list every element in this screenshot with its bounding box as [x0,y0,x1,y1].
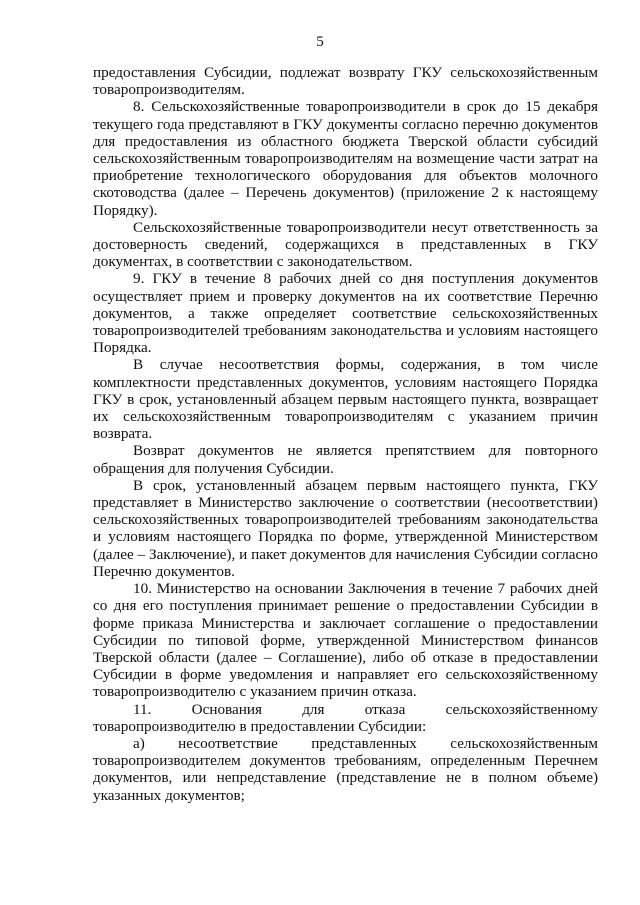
paragraph: 8. Сельскохозяйственные товаропроизводители в срок до 15 декабря текущего года представляют в ГКУ документы согласно перечню документов для предоставления из областного бюджета Тверской области субсидий сельскохозяйственным товаропроизводителям на возмещение части затрат на приобретение технологического оборудования для объектов молочного скотоводства (далее – Перечень документов) (приложение 2 к настоящему Порядку). [93,98,598,219]
paragraph: 11. Основания для отказа сельскохозяйственному товаропроизводителю в предоставлении Субсидии: [93,700,598,735]
paragraph: Возврат документов не является препятствием для повторного обращения для получения Субсидии. [93,442,598,477]
paragraph: 9. ГКУ в течение 8 рабочих дней со дня поступления документов осуществляет прием и проверку документов на их соответствие Перечню документов, а также определяет соответствие сельскохозяйственных товаропроизводителей требованиям законодательства и условиям настоящего Порядка. [93,270,598,357]
paragraph: а) несоответствие представленных сельскохозяйственным товаропроизводителем документов требованиям, определенным Перечнем документов, или непредставление (представление не в полном объеме) указанных документов; [93,734,598,804]
body-text [93,64,598,804]
paragraph: Сельскохозяйственные товаропроизводители несут ответственность за достоверность сведений, содержащихся в представленных в ГКУ документах, в соответствии с законодательством. [93,218,598,271]
paragraph: В срок, установленный абзацем первым настоящего пункта, ГКУ представляет в Министерство заключение о соответствии (несоответствии) сельскохозяйственных товаропроизводителей требованиям законодательства и условиям настоящего Порядка по форме, утвержденной Министерством (далее – Заключение), и пакет документов для начисления Субсидии согласно Перечню документов. [93,476,598,580]
page-number: 5 [316,34,324,50]
paragraph: предоставления Субсидии, подлежат возврату ГКУ сельскохозяйственным товаропроизводителям. [93,64,598,99]
paragraph: 10. Министерство на основании Заключения в течение 7 рабочих дней со дня его поступления принимает решение о предоставлении Субсидии в форме приказа Министерства и заключает соглашение о предоставлении Субсидии по типовой форме, утвержденной Министерством финансов Тверской области (далее – Соглашение), либо об отказе в предоставлении Субсидии в форме уведомления и направляет его сельскохозяйственному товаропроизводителю с указанием причин отказа. [93,580,598,701]
paragraph: В случае несоответствия формы, содержания, в том числе комплектности представленных документов, условиям настоящего Порядка ГКУ в срок, установленный абзацем первым настоящего пункта, возвращает их сельскохозяйственным товаропроизводителям с указанием причин возврата. [93,356,598,443]
